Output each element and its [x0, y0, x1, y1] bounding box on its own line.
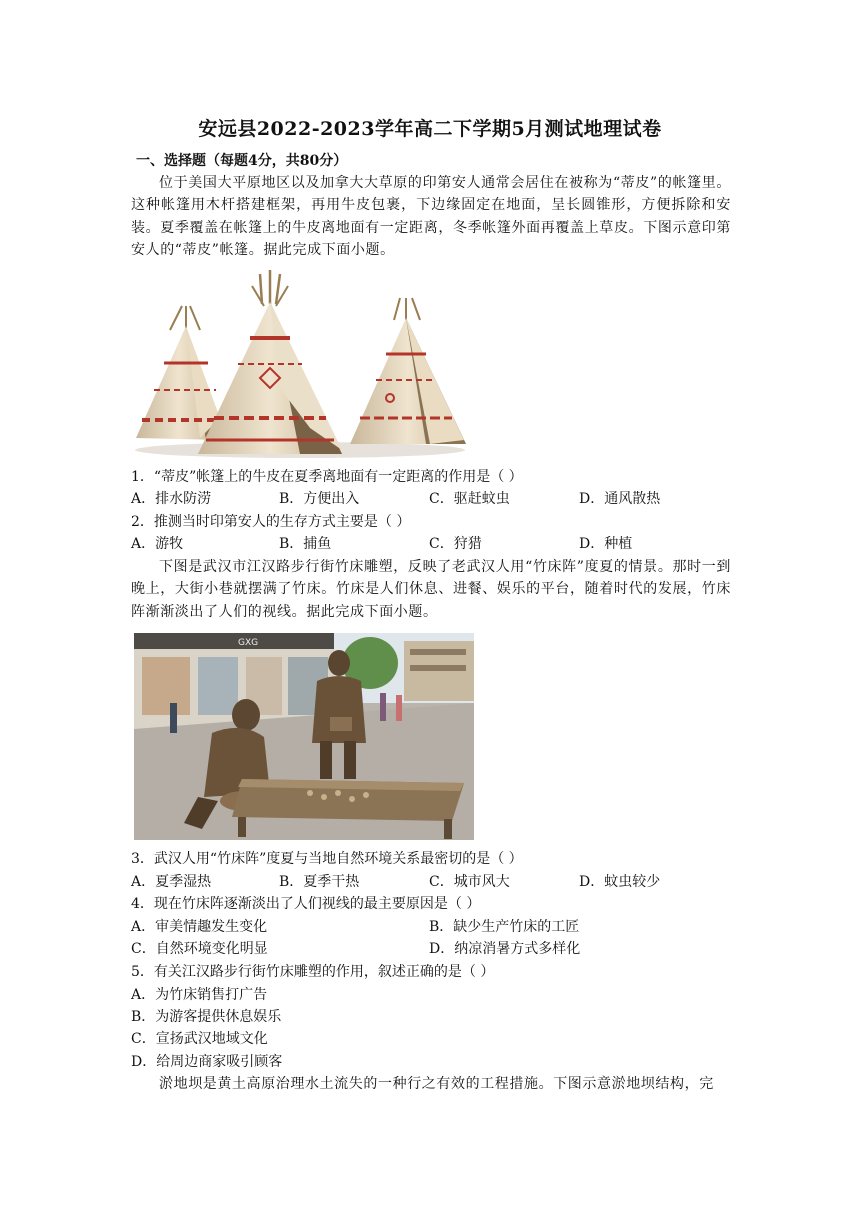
- q5-option-d[interactable]: D．给周边商家吸引顾客: [131, 1054, 283, 1070]
- question-4-stem: 4．现在竹床阵逐渐淡出了人们视线的最主要原因是（ ）: [131, 896, 481, 912]
- question-5-stem: 5．有关江汉路步行街竹床雕塑的作用，叙述正确的是（ ）: [131, 964, 495, 980]
- q4-option-d[interactable]: D．纳凉消暑方式多样化: [429, 941, 581, 957]
- question-1-stem: 1．“蒂皮”帐篷上的牛皮在夏季离地面有一定距离的作用是（ ）: [131, 469, 523, 485]
- exam-title: 安远县2022-2023学年高二下学期5月测试地理试卷: [198, 118, 662, 140]
- passage-2: 下图是武汉市江汉路步行街竹床雕塑，反映了老武汉人用“竹床阵”度夏的情景。那时一到晚上，大街小巷就摆满了竹床。竹床是人们休息、进餐、娱乐的平台，随着时代的发展，竹床阵渐渐淡出了人们的视线。据此完成下面小题。: [131, 559, 731, 620]
- q2-option-a[interactable]: A．游牧: [131, 536, 184, 552]
- question-2-stem: 2．推测当时印第安人的生存方式主要是（ ）: [131, 514, 411, 530]
- q2-option-c[interactable]: C．狩猎: [429, 536, 482, 552]
- q4-option-c[interactable]: C．自然环境变化明显: [131, 941, 268, 957]
- q1-option-a[interactable]: A．排水防涝: [131, 491, 212, 507]
- q4-option-b[interactable]: B．缺少生产竹床的工匠: [429, 919, 580, 935]
- passage-1: 位于美国大平原地区以及加拿大大草原的印第安人通常会居住在被称为“蒂皮”的帐篷里。这种帐篷用木杆搭建框架，再用牛皮包裹，下边缘固定在地面，呈长圆锥形，方便拆除和安装。夏季覆盖在帐篷上的牛皮离地面有一定距离，冬季帐篷外面再覆盖上草皮。下图示意印第安人的“蒂皮”帐篷。据此完成下面小题。: [131, 175, 731, 259]
- passage-3: 淤地坝是黄土高原治理水土流失的一种行之有效的工程措施。下图示意淤地坝结构，完: [159, 1076, 714, 1092]
- question-4-options-row1: [131, 916, 731, 938]
- teepee-right: [350, 298, 466, 444]
- q1-option-d[interactable]: D．通风散热: [579, 491, 661, 507]
- question-4-options-row2: [131, 938, 731, 960]
- section-heading: 一、选择题（每题4分，共80分）: [136, 153, 348, 169]
- teepee-left: [136, 306, 222, 440]
- question-3-options: [131, 871, 731, 893]
- q1-option-c[interactable]: C．驱赶蚊虫: [429, 491, 510, 507]
- question-3-stem: 3．武汉人用“竹床阵”度夏与当地自然环境关系最密切的是（ ）: [131, 851, 523, 867]
- teepee-illustration: [130, 268, 470, 460]
- question-1-options: [131, 488, 731, 510]
- q1-option-b[interactable]: B．方便出入: [279, 491, 360, 507]
- q5-option-a[interactable]: A．为竹床销售打广告: [131, 987, 268, 1003]
- q5-option-c[interactable]: C．宣扬武汉地域文化: [131, 1031, 268, 1047]
- teepee-center: [198, 270, 342, 454]
- q4-option-a[interactable]: A．审美情趣发生变化: [131, 919, 268, 935]
- q3-option-d[interactable]: D．蚊虫较少: [579, 874, 661, 890]
- q3-option-c[interactable]: C．城市风大: [429, 874, 510, 890]
- q2-option-b[interactable]: B．捕鱼: [279, 536, 332, 552]
- bamboo-bed-sculpture-photo: [134, 633, 474, 840]
- q3-option-b[interactable]: B．夏季干热: [279, 874, 360, 890]
- q2-option-d[interactable]: D．种植: [579, 536, 633, 552]
- store-sign: GXG: [238, 638, 259, 648]
- q3-option-a[interactable]: A．夏季湿热: [131, 874, 212, 890]
- q5-option-b[interactable]: B．为游客提供休息娱乐: [131, 1009, 282, 1025]
- question-2-options: [131, 533, 731, 555]
